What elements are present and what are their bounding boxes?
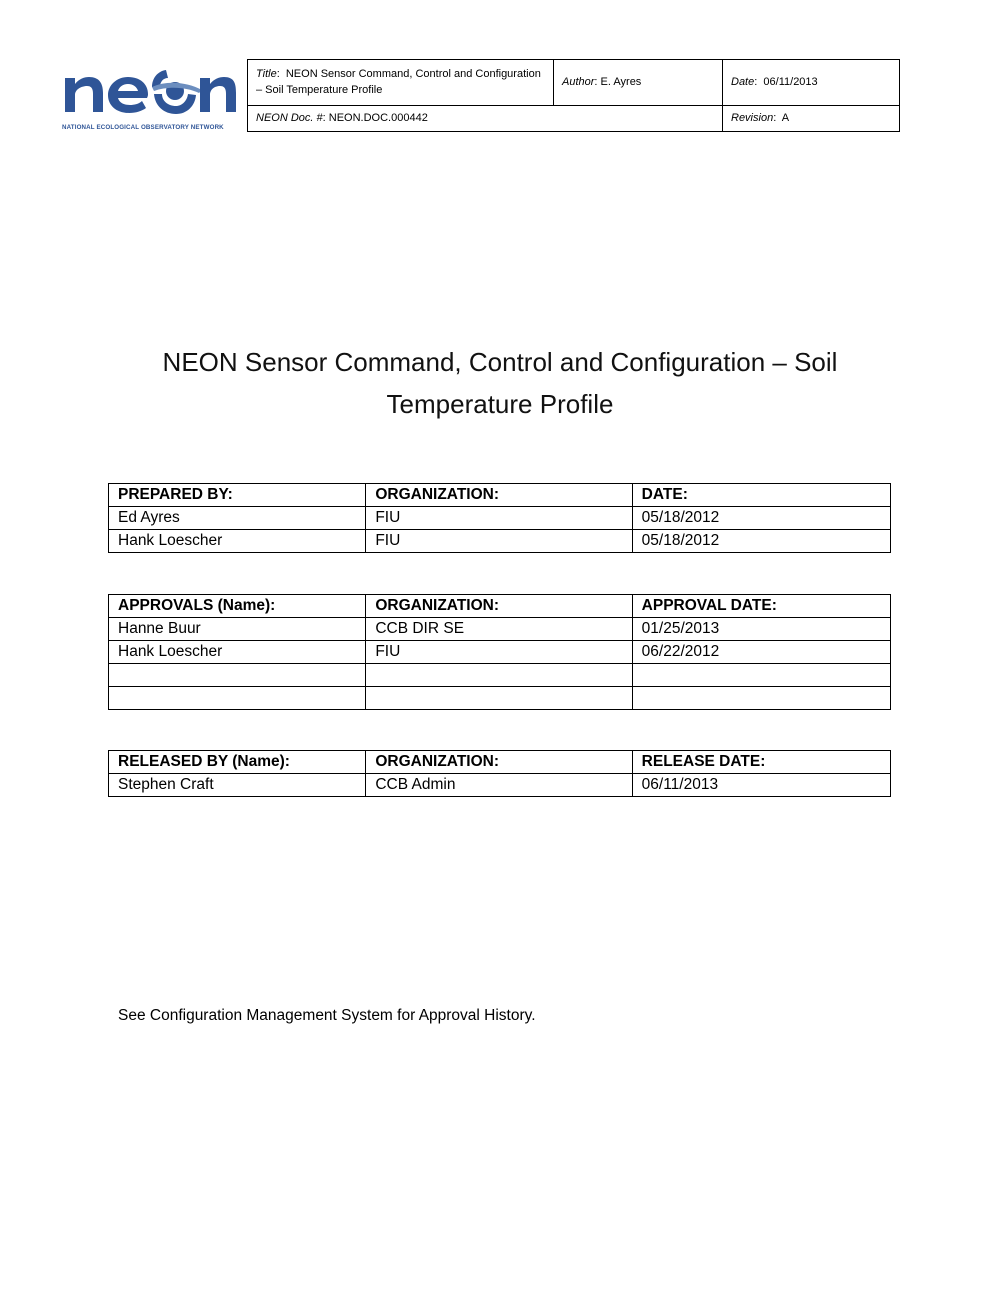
header-title-label: Title: [256, 68, 277, 81]
table-cell: 01/25/2013: [632, 618, 890, 641]
table-cell: [366, 687, 632, 710]
approval-history-note: See Configuration Management System for Approval History.: [118, 1007, 536, 1024]
header-title-value: NEON Sensor Command, Control and Configuration – Soil Temperature Profile: [256, 68, 541, 97]
table-header-row: [109, 751, 891, 774]
header-row-bottom: [248, 105, 900, 131]
column-header: APPROVAL DATE:: [632, 595, 890, 618]
header-date-cell: Date: 06/11/2013: [723, 60, 900, 106]
table-cell: [632, 664, 890, 687]
table-cell: Ed Ayres: [109, 507, 366, 530]
header-doc-cell: NEON Doc. #: NEON.DOC.000442: [248, 105, 723, 131]
header-revision-label: Revision: [731, 112, 774, 125]
column-header: RELEASE DATE:: [632, 751, 890, 774]
table-row: [109, 774, 891, 797]
document-header-table: [247, 59, 900, 132]
column-header: ORGANIZATION:: [366, 595, 632, 618]
prepared-by-table: [108, 483, 891, 553]
document-title: NEON Sensor Command, Control and Configuration – Soil Temperature Profile: [162, 347, 838, 419]
table-header-row: [109, 484, 891, 507]
header-date-label: Date: [731, 76, 755, 89]
table-cell: CCB DIR SE: [366, 618, 632, 641]
table-cell: Hank Loescher: [109, 641, 366, 664]
table-row-empty: [109, 687, 891, 710]
table-cell: FIU: [366, 507, 632, 530]
table-cell: 05/18/2012: [632, 530, 890, 553]
column-header: DATE:: [632, 484, 890, 507]
column-header: ORGANIZATION:: [366, 484, 632, 507]
table-row: [109, 530, 891, 553]
header-revision-value: A: [781, 112, 790, 125]
table-cell: [632, 687, 890, 710]
table-cell: CCB Admin: [366, 774, 632, 797]
header-revision-cell: Revision: A: [723, 105, 900, 131]
neon-logo: [62, 60, 238, 132]
table-cell: Stephen Craft: [109, 774, 366, 797]
column-header: RELEASED BY (Name):: [109, 751, 366, 774]
header-date-value: 06/11/2013: [763, 76, 818, 89]
table-cell: 05/18/2012: [632, 507, 890, 530]
table-cell: [109, 664, 366, 687]
header-doc-value: NEON.DOC.000442: [328, 112, 428, 125]
table-header-row: [109, 595, 891, 618]
table-cell: [109, 687, 366, 710]
header-author-cell: Author: E. Ayres: [554, 60, 723, 106]
approvals-table: [108, 594, 891, 710]
column-header: APPROVALS (Name):: [109, 595, 366, 618]
header-doc-label: NEON Doc. #: [256, 112, 323, 125]
column-header: PREPARED BY:: [109, 484, 366, 507]
table-row-empty: [109, 664, 891, 687]
table-cell: [366, 664, 632, 687]
table-cell: FIU: [366, 641, 632, 664]
header-row-top: [248, 60, 900, 106]
header-author-label: Author: [562, 76, 595, 89]
table-row: [109, 507, 891, 530]
table-cell: FIU: [366, 530, 632, 553]
column-header: ORGANIZATION:: [366, 751, 632, 774]
table-cell: Hank Loescher: [109, 530, 366, 553]
header-title-cell: Title: NEON Sensor Command, Control and Configuration – Soil Temperature Profile: [248, 60, 554, 106]
released-by-table: [108, 750, 891, 797]
neon-logo-icon: [62, 60, 238, 120]
table-row: [109, 641, 891, 664]
header-author-value: E. Ayres: [600, 76, 642, 89]
table-row: [109, 618, 891, 641]
table-cell: 06/11/2013: [632, 774, 890, 797]
table-cell: 06/22/2012: [632, 641, 890, 664]
logo-tagline: NATIONAL ECOLOGICAL OBSERVATORY NETWORK: [62, 124, 224, 131]
table-cell: Hanne Buur: [109, 618, 366, 641]
